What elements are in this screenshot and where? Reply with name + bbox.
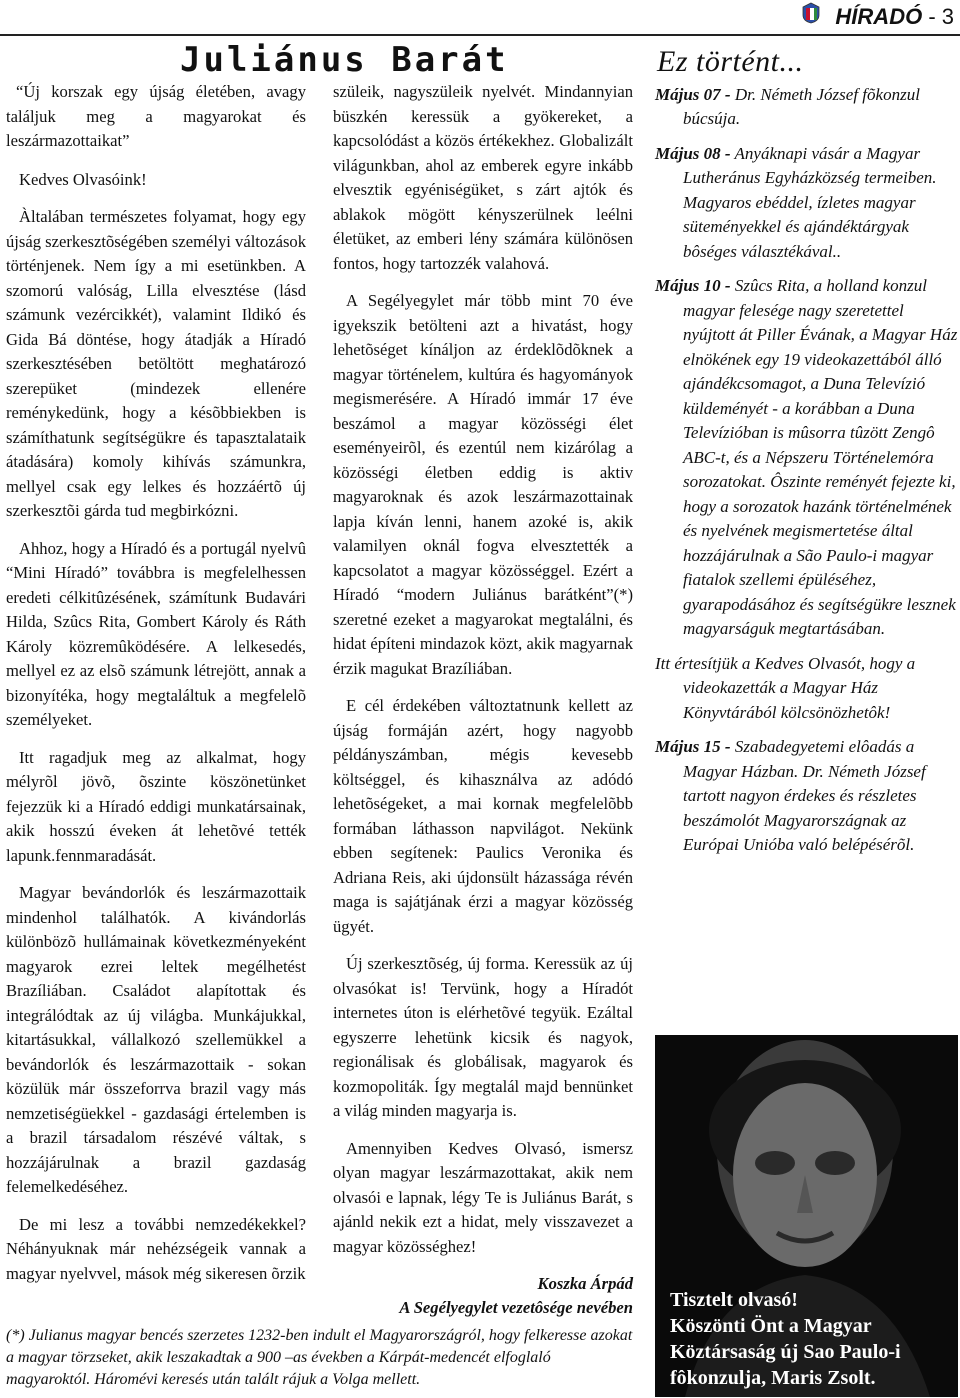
event-note (655, 652, 958, 726)
paragraph: Amennyiben Kedves Olvasó, ismersz olyan magyar leszármazottakat, akik nem olvasói e lapnak, légy Te is Juliánus Barát, s ajánld nekik ezt a hidat, mely visszavezet a magyar közösséghez! (333, 1138, 633, 1256)
signature-name: Koszka Árpád (537, 1274, 633, 1293)
page-number: - 3 (922, 4, 954, 29)
greeting: Kedves Olvasóink! (19, 169, 147, 189)
event-item (655, 274, 958, 642)
column-middle (333, 80, 633, 1320)
column-right-events (655, 44, 958, 868)
column-left (6, 80, 306, 1299)
article-lead: “Új korszak egy újság életében, avagy találjuk meg a magyarokat és leszármazottaikat” (6, 82, 306, 150)
caption-line: Köztársaság új Sao Paulo-i (670, 1341, 901, 1363)
event-text: Itt értesítjük a Kedves Olvasót, hogy a videokazetták a Magyar Ház Könyvtárából kölcsönözhetôk! (655, 653, 916, 722)
paragraph: szüleik, nagyszüleik nyelvét. Mindannyian büszkén keressük a gyökereket, a kapcsolódást a közös értékekhez. Globalizált világunkban, ahol az emberek egyre inkább elvesztik egyéniségüket, s zárt ajtók és ablakok mögött kényszerülnek leélni életüket, az emberi lény számára különösen fontos, hogy tartozzék valahová. (333, 82, 633, 273)
event-date: Május 08 - (655, 143, 731, 163)
paragraph: Új szerkesztõség, új forma. Keressük az új olvasókat is! Tervünk, hogy a Híradót internetes úton is elérhetõvé tegyük. Ezáltal egyszerre lehetünk kicsik és nagyok, regionálisak és globálisak, magyarok és kozmopoliták. Így megtalál majd bennünket a világ minden magyarja is. (333, 954, 633, 1120)
paragraph: Itt ragadjuk meg az alkalmat, hogy mélyrõl jövõ, õszinte köszönetünket fejezzük ki a Híradó eddigi munkatársainak, akik hosszú éveken át lehetõvé tették lapunk.fennmaradását. (6, 747, 306, 865)
paragraph: Magyar bevándorlók és leszármazottaik mindenhol találhatók. A kivándorlás különbözõ hullámainak következményeként magyarok ezrei leltek megélhetést Brazíliában. Családot alapítottak és integrálódtak az új világba. Munkájukkal, kitartásukkal, vállalkozó szellemükkel a bevándorlók és leszármazottaik - sokan közülük már összeforrva brazil vagy más nemzetiségüekkel - gazdasági értelemben is a brazil társadalom részévé váltak, s hozzájárulnak a brazil gazdaság felemelkedéséhez. (6, 883, 306, 1196)
event-date: Május 07 - (655, 84, 731, 104)
event-text: Dr. Németh József fõkonzul búcsúja. (683, 84, 920, 128)
paragraph: Ahhoz, hogy a Híradó és a portugál nyelvû “Mini Híradó” továbbra is megfelelhessen eredeti célkitûzésének, számítunk Budavári Hilda, Szûcs Rita, Gombert Károly és Ráth Károly közremûködésére. A lelkesedés, mellyel ez az elsõ számunk létrejött, annak a bizonyítéka, hogy megtaláltuk a megfelelõ személyeket. (6, 538, 306, 729)
article-masthead: Juliánus Barát (180, 40, 509, 80)
paragraph: E cél érdekében változtatnunk kellett az újság formáján azért, hogy nagyobb példányszámban, mégis kevesebb költséggel, és kihasználva az adódó lehetõségeket, a mai kornak megfelelõbb formában láthasson napvilágot. Nekünk ebben segítenek: Paulics Veronika és Adriana Reis, aki újdonsült házassága révén maga is sajátjának érzi a magyar közösség ügyét. (333, 696, 633, 936)
event-text: Anyáknapi vásár a Magyar Lutheránus Egyházközség termeiben. Magyaros ebéddel, ízletes magyar süteményekkel és ajándéktárgyak bôséges választékával.. (683, 143, 937, 261)
header-rule (0, 34, 960, 36)
event-item (655, 83, 958, 132)
event-date: Május 10 - (655, 276, 731, 295)
event-item (655, 142, 958, 265)
event-date: Május 15 - (655, 737, 731, 756)
footnote: (*) Julianus magyar bencés szerzetes 1232-ben indult el Magyarországról, hogy felkeresse azokat a magyar törzseket, akik leszakadtak a 900 –as években a Kárpát-medencét elfoglaló magyaroktól. Háromévi keresés után talált rájuk a Volga mellett. (6, 1327, 633, 1388)
signature-org: A Segélyegylet vezetôsége nevében (399, 1298, 633, 1317)
header-section-title: HÍRADÓ - 3 (835, 4, 954, 29)
event-item (655, 735, 958, 858)
paragraph: Àltalában természetes folyamat, hogy egy újság szerkesztõségében személyi változások történjenek. Nem így a mi esetünkben. A szomorú valóság, Lilla elvesztése (lásd számunk vezércikkét), valamint Ildikó és Gida Bá döntése, hogy átadják a Híradó szerkesztésében betöltött meghatározó szerepüket (mindezek ellenére reménykedünk, hogy a késõbbiekben is számíthatunk segítségükre és tapasztalataik átadására) komoly kihívás számunkra, mellyel csak egy lelkes és hozzáértõ új szerkesztõi gárda tud megbirkózni. (6, 207, 306, 520)
event-text: Szûcs Rita, a holland konzul magyar felesége nagy szeretettel nyújtott át Piller Évának, a Magyar Ház elnökének egy 19 videokazettából álló ajándékcsomagot, a Duna Televízió küldeményét - a korábban a Duna Televízióban is mûsorra tûzött Zengô ABC-t, és a Népszeru Történelemóra sorozatokat. Ôszinte reményét fejezte ki, hogy a sorozatok hazánk történelmének és nyelvének megismertetése által hozzájárulnak a São Paulo-i magyar fiatalok szellemi épüléséhez, gyarapodásához és segítségükre lesznek magyarságuk megtartásában. (683, 276, 958, 638)
caption-line: Tisztelt olvasó! (670, 1289, 798, 1311)
event-text: Szabadegyetemi elôadás a Magyar Házban. Dr. Németh József tartott nagyon érdekes és részletes beszámolót Magyarországnak az Európai Unióba való belépésérõl. (683, 737, 926, 854)
caption-line: fôkonzulja, Maris Zsolt. (670, 1367, 876, 1389)
hirado-logo-icon (800, 2, 822, 24)
caption-line: Köszönti Önt a Magyar (670, 1315, 872, 1337)
events-title: Ez történt... (657, 45, 804, 78)
paragraph: A Segélyegylet már több mint 70 éve igyekszik betölteni azt a hivatást, hogy lehetõséget kínáljon az érdeklõdõknek a magyar történelem, kultúra és hagyományok megismerésére. A Híradó immár 17 éve beszámol a magyar közösségi élet eseményeirõl, és ezentúl nem kizárólag a közösségi életben eddig is aktiv magyaroknak és azok leszármazottainak lapja kíván lenni, hanem azoké is, akik valamilyen oknál fogva elvesztették a kapcsolatot a magyar közösséggel. Ezért a Híradó “modern Juliánus barátként”(*) szeretné ezeket a magyarokat megtalálni, és hidat építeni mindazok közt, akik magyarnak érzik magukat Brazíliában. (333, 291, 633, 678)
paragraph: De mi lesz a további nemzedékekkel? Néhányuknak már nehézségeik vannak a magyar nyelvvel, mások még sikeresen õrzik (6, 1214, 306, 1283)
photo-caption (670, 1287, 950, 1391)
